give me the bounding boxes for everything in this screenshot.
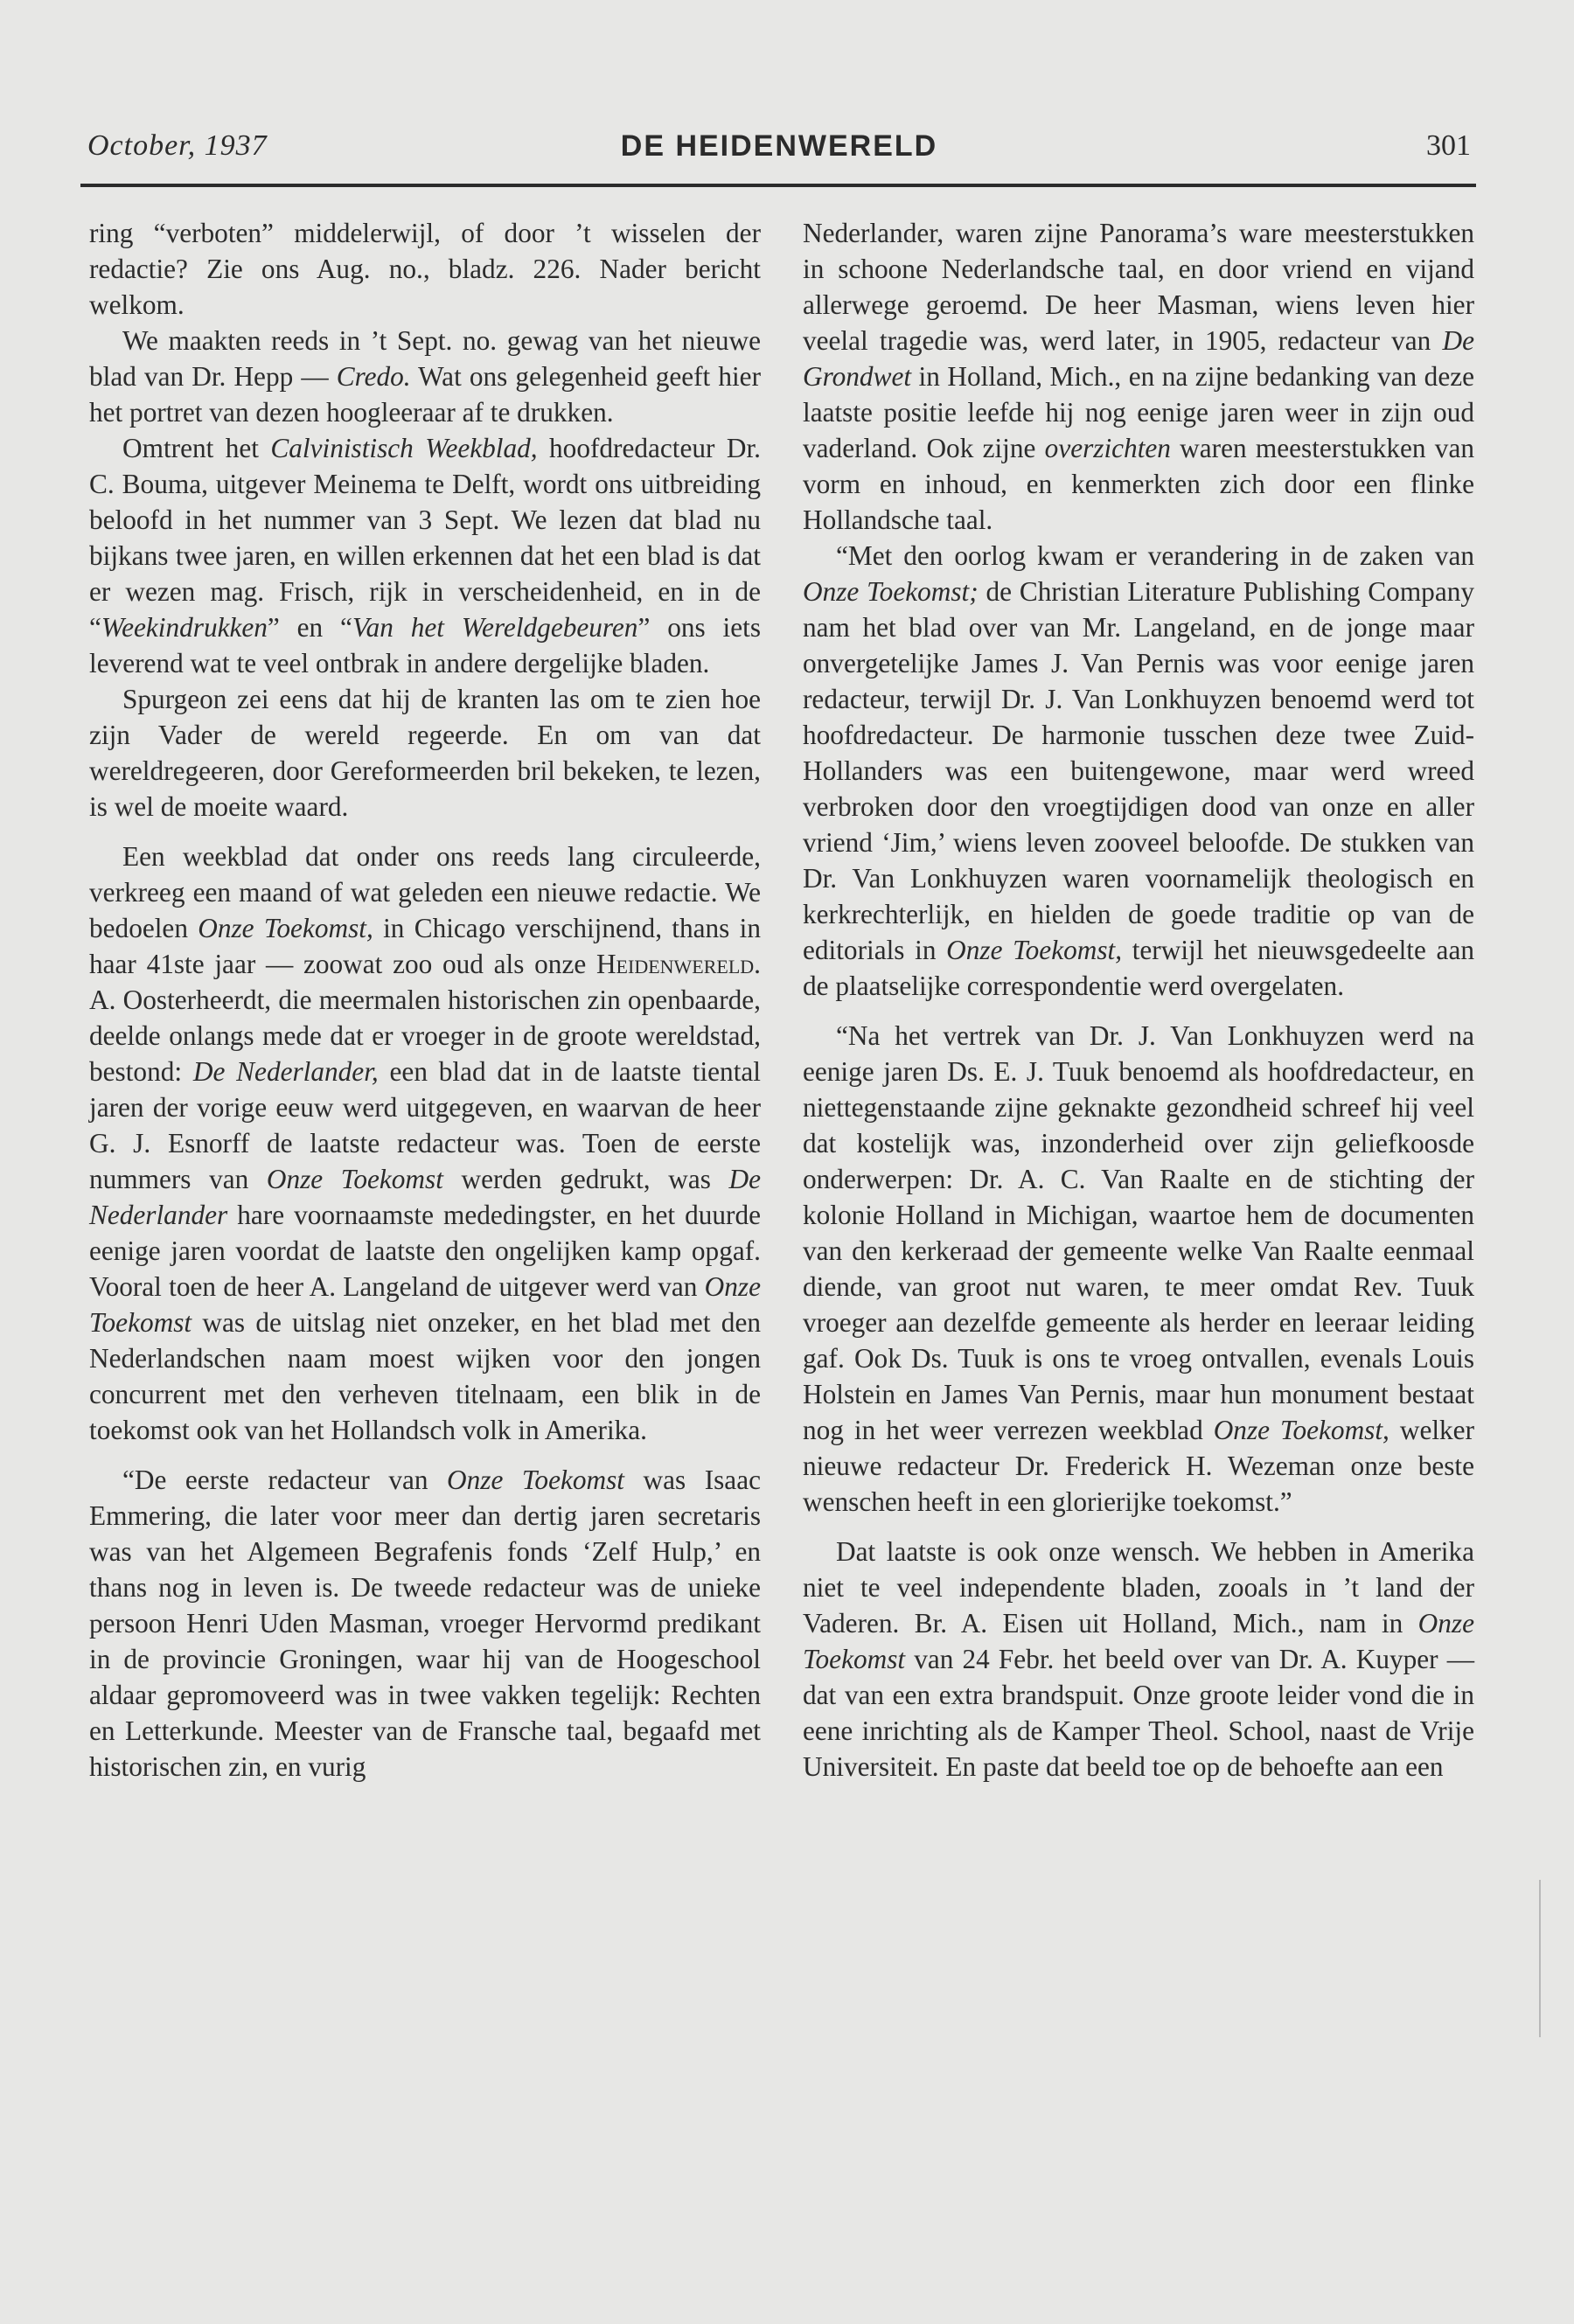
text-run: Een weekblad dat onder ons reeds lang circuleerde, verkreeg een maand of wat geleden een nieuwe redactie. We bedoelen (89, 841, 761, 943)
paragraph (803, 1018, 1474, 1520)
italic-title: Credo. (336, 361, 411, 392)
italic-title: overzichten (1044, 433, 1171, 463)
text-run: Wat ons gelegenheid geeft hier het portret van dezen hoogleeraar af te drukken. (89, 361, 761, 428)
small-caps-title: Heidenwereld. (595, 949, 761, 979)
paragraph (89, 215, 761, 323)
paragraph (803, 1534, 1474, 1785)
italic-title: De Nederlander (89, 1164, 761, 1230)
text-run: “Met den oorlog kwam er verandering in de zaken van (836, 540, 1474, 571)
issue-date: October, 1937 (87, 129, 268, 162)
italic-title: Weekindrukken (101, 612, 268, 643)
text-run: in Chicago verschijnend, thans in haar 41ste jaar — zoowat zoo oud als onze (89, 913, 761, 979)
text-run: hoofdredacteur Dr. C. Bouma, uitgever Meinema te Delft, wordt ons uitbreiding beloofd in het nummer van 3 Sept. We lezen dat blad nu bijkans twee jaren, en willen erkennen dat het een blad is dat er wezen mag. Frisch, rijk in verscheidenheid, en in de “ (89, 433, 761, 643)
text-run: Dat laatste is ook onze wensch. We hebben in Amerika niet te veel independente bladen, zooals in ’t land der Vaderen. Br. A. Eisen uit Holland, Mich., nam in (803, 1536, 1474, 1639)
paragraph (89, 1462, 761, 1785)
italic-title: Onze Toekomst, (1213, 1415, 1389, 1445)
italic-title: Onze Toekomst (447, 1465, 624, 1495)
text-run: ring “verboten” middelerwijl, of door ’t wisselen der redactie? Zie ons Aug. no., bladz. 226. Nader bericht welkom. (89, 218, 761, 320)
publication-title: DE HEIDENWERELD (620, 129, 938, 163)
text-run: “Na het vertrek van Dr. J. Van Lonkhuyzen werd na eenige jaren Ds. E. J. Tuuk benoemd als hoofdredacteur, en niettegenstaande zijne geknakte gezondheid schreef hij veel dat kostelijk was, inzonderheid over zijn geliefkoosde onderwerpen: Dr. A. C. Van Raalte en de stichting der kolonie Holland in Michigan, waartoe hem de documenten van den kerkeraad der gemeente welke Van Raalte eenmaal diende, van groot nut waren, te meer omdat Rev. Tuuk vroeger aan dezelfde gemeente als herder en leeraar leiding gaf. Ook Ds. Tuuk is ons te vroeg ontvallen, evenals Louis Holstein en James Van Pernis, maar hun monument bestaat nog in het weer verrezen weekblad (803, 1020, 1474, 1445)
text-run: de Christian Literature Publishing Company nam het blad over van Mr. Langeland, en de jonge maar onvergetelijke James J. Van Pernis was voor eenige jaren redacteur, terwijl Dr. J. Van Lonkhuyzen benoemd werd tot hoofdredacteur. De harmonie tusschen deze twee Zuid-Hollanders was een buitengewone, maar werd wreed verbroken door den vroegtijdigen dood van onze en aller vriend ‘Jim,’ wiens leven zooveel beloofde. De stukken van Dr. Van Lonkhuyzen waren voornamelijk theologisch en kerkrechterlijk, en hielden de goede traditie op van de editorials in (803, 576, 1475, 965)
italic-title: Van het Wereldgebeuren (352, 612, 638, 643)
paragraph (89, 323, 761, 430)
paragraph (89, 838, 761, 1448)
text-run: We maakten reeds in ’t Sept. no. gewag van het nieuwe blad van Dr. Hepp — (89, 325, 761, 392)
italic-title: Onze Toekomst (89, 1271, 761, 1338)
paragraph (89, 681, 761, 825)
left-column (89, 215, 761, 1785)
paragraph (803, 538, 1474, 1004)
page-number: 301 (1426, 129, 1471, 162)
text-run: Omtrent het (122, 433, 271, 463)
italic-title: Onze Toekomst, (198, 913, 373, 943)
text-run: welker nieuwe redacteur Dr. Frederick H. Wezeman onze beste wenschen heeft in een glorierijke toekomst.” (803, 1415, 1474, 1517)
text-run: “De eerste redacteur van (122, 1465, 448, 1495)
text-run: terwijl het nieuwsgedeelte aan de plaatselijke correspondentie werd overgelaten. (803, 935, 1474, 1001)
text-run: werden gedrukt, was (442, 1164, 729, 1194)
margin-pencil-mark (1539, 1880, 1541, 2037)
italic-title: De Grondwet (803, 325, 1474, 392)
text-run: A. Oosterheerdt, die meermalen historischen zin openbaarde, deelde onlangs mede dat er vroeger in de groote wereldstad, bestond: (89, 985, 761, 1087)
text-run: was Isaac Emmering, die later voor meer dan dertig jaren secretaris was van het Algemeen Begrafenis fonds ‘Zelf Hulp,’ en thans nog in leven is. De tweede redacteur was de unieke persoon Henri Uden Masman, vroeger Hervormd predikant in de provincie Groningen, waar hij van de Hoogeschool aldaar gepromoveerd was in twee vakken tegelijk: Rechten en Letterkunde. Meester van de Fransche taal, begaafd met historischen zin, en vurig (89, 1465, 761, 1782)
text-run: een blad dat in de laatste tiental jaren der vorige eeuw werd uitgegeven, en waarvan de heer G. J. Esnorff de laatste redacteur was. Toen de eerste nummers van (89, 1056, 761, 1194)
header-rule (80, 184, 1476, 187)
italic-title: De Nederlander, (192, 1056, 379, 1087)
text-run: in Holland, Mich., en na zijne bedanking van deze laatste positie leefde hij nog eenige jaren weer in zijn oud vaderland. Ook zijne (803, 361, 1474, 463)
text-run: Nederlander, waren zijne Panorama’s ware meesterstukken in schoone Nederlandsche taal, en door vriend en vijand allerwege geroemd. De heer Masman, wiens leven hier veelal tragedie was, werd later, in 1905, redacteur van (803, 218, 1474, 356)
italic-title: Calvinistisch Weekblad, (270, 433, 538, 463)
text-run: van 24 Febr. het beeld over van Dr. A. Kuyper — dat van een extra brandspuit. Onze groote leider vond die in eene inrichting als de Kamper Theol. School, naast de Vrije Universiteit. En paste dat beeld toe op de behoefte aan een (803, 1644, 1474, 1782)
italic-title: Onze Toekomst (803, 1608, 1474, 1674)
italic-title: Onze Toekomst (266, 1164, 443, 1194)
text-run: was de uitslag niet onzeker, en het blad met den Nederlandschen naam moest wijken voor den jongen concurrent met den verheven titelnaam, een blik in de toekomst ook van het Hollandsch volk in Amerika. (89, 1307, 761, 1445)
paragraph (89, 430, 761, 681)
right-column (803, 215, 1474, 1785)
text-run: ” en “ (267, 612, 352, 643)
italic-title: Onze Toekomst, (946, 935, 1123, 965)
text-run: waren meesterstukken van vorm en inhoud, en kenmerkten zich door een flinke Hollandsche taal. (803, 433, 1474, 535)
running-header (87, 129, 1471, 182)
text-run: Spurgeon zei eens dat hij de kranten las om te zien hoe zijn Vader de wereld regeerde. En om van dat wereldregeeren, door Gereformeerden bril bekeken, te lezen, is wel de moeite waard. (89, 684, 761, 822)
paragraph (803, 215, 1474, 538)
text-run: ” ons iets leverend wat te veel ontbrak in andere dergelijke bladen. (89, 612, 761, 678)
italic-title: Onze Toekomst; (803, 576, 979, 607)
text-run: hare voornaamste mededingster, en het duurde eenige jaren voordat de laatste den ongelijken kamp opgaf. Vooral toen de heer A. Langeland de uitgever werd van (89, 1200, 761, 1302)
